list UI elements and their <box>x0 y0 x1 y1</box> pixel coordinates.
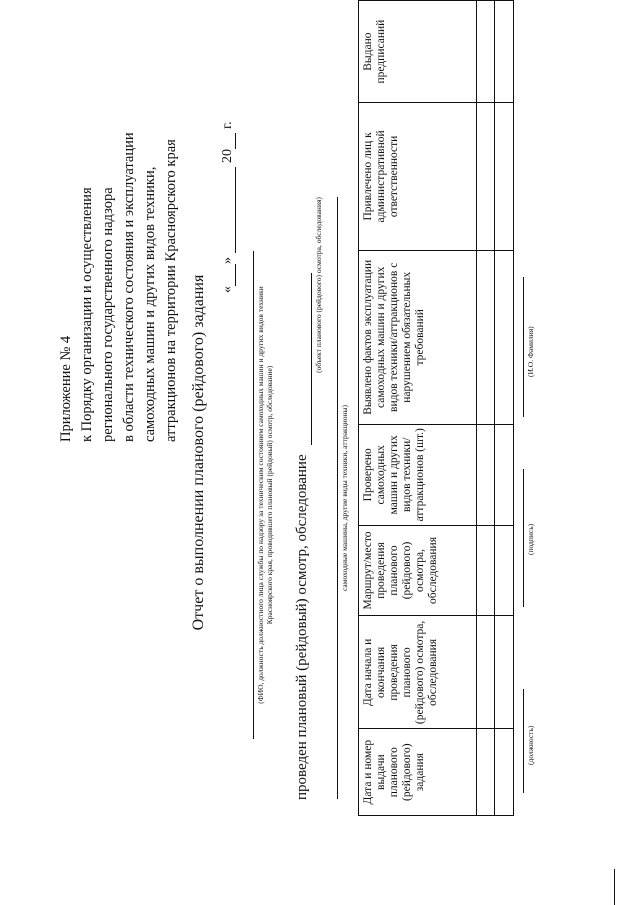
day-blank <box>221 264 236 286</box>
date-close-quote: » <box>220 257 235 264</box>
table-cell[interactable] <box>495 729 514 816</box>
appendix-line: Приложение № 4 <box>58 335 74 442</box>
table-cell[interactable] <box>477 425 495 525</box>
table-cell[interactable] <box>495 616 514 729</box>
machines-line <box>337 197 338 799</box>
table-row <box>495 1 514 816</box>
object-caption: (объект планового (рейдового) осмотра, обследования) <box>314 197 323 373</box>
name-line <box>523 277 524 417</box>
object-line <box>311 273 312 445</box>
appendix-line: к Порядку организации и осуществления <box>79 187 95 442</box>
signature-caption: (подпись) <box>526 523 535 555</box>
year-prefix: 20 <box>220 149 235 163</box>
year-blank <box>221 133 236 149</box>
table-cell[interactable] <box>477 729 495 816</box>
position-line <box>523 689 524 793</box>
signature-line <box>523 469 524 607</box>
appendix-line: аттракционов на территории Красноярского края <box>163 139 179 442</box>
month-blank <box>221 167 236 253</box>
report-title: Отчет о выполнении планового (рейдового) задания <box>190 274 207 631</box>
table-cell[interactable] <box>477 616 495 729</box>
header-liable-persons: Привлечено лиц к административной ответственности <box>359 103 477 250</box>
appendix-line: регионального государственного надзора <box>100 187 116 442</box>
table-header-row <box>359 1 477 816</box>
table-row <box>477 1 495 816</box>
header-checked-count: Проверено самоходных машин и других видов техники/ аттракционов (шт.) <box>359 425 477 525</box>
table-cell[interactable] <box>477 250 495 425</box>
report-table <box>358 0 514 816</box>
table-cell[interactable] <box>495 103 514 250</box>
conducted-label: проведен плановый (рейдовый) осмотр, обследование <box>294 454 310 800</box>
header-orders-issued: Выдано предписаний <box>359 1 477 103</box>
table-cell[interactable] <box>495 425 514 525</box>
table-cell[interactable] <box>495 1 514 103</box>
date-open-quote: « <box>220 286 235 293</box>
date-line <box>220 121 236 293</box>
official-line <box>253 251 254 739</box>
machines-caption: самоходные машины, другие виды техники, аттракционы) <box>340 404 349 592</box>
header-inspection-dates: Дата начала и окончания проведения планового (рейдового) осмотра, обследования <box>359 616 477 729</box>
official-caption-line-2: Красноярского края, проводившего плановый (рейдовый) осмотр, обследование) <box>265 365 274 625</box>
position-caption: (должность) <box>526 725 535 765</box>
table-cell[interactable] <box>477 525 495 616</box>
header-task-date: Дата и номер выдачи планового (рейдового) задания <box>359 729 477 816</box>
appendix-line: в области технического состояния и эксплуатации <box>121 132 137 442</box>
year-suffix: г. <box>220 121 235 129</box>
official-caption <box>256 185 274 805</box>
appendix-line: самоходных машин и других видов техники, <box>142 166 158 442</box>
header-violations: Выявлено фактов эксплуатации самоходных машин и других видов техники/аттракционов с нарушением обязательных требований <box>359 250 477 425</box>
official-caption-line-1: (ФИО, должность должностного лица службы по надзору за техническим состоянием самоходных машин и других видов техники <box>256 286 265 704</box>
table-cell[interactable] <box>477 1 495 103</box>
table-cell[interactable] <box>477 103 495 250</box>
appendix-block <box>56 22 182 442</box>
header-route: Маршрут/место проведения планового (рейдового) осмотра, обследования <box>359 525 477 616</box>
table-cell[interactable] <box>495 525 514 616</box>
margin-rule <box>614 869 615 905</box>
name-caption: (И.О. Фамилия) <box>526 326 535 377</box>
table-cell[interactable] <box>495 250 514 425</box>
